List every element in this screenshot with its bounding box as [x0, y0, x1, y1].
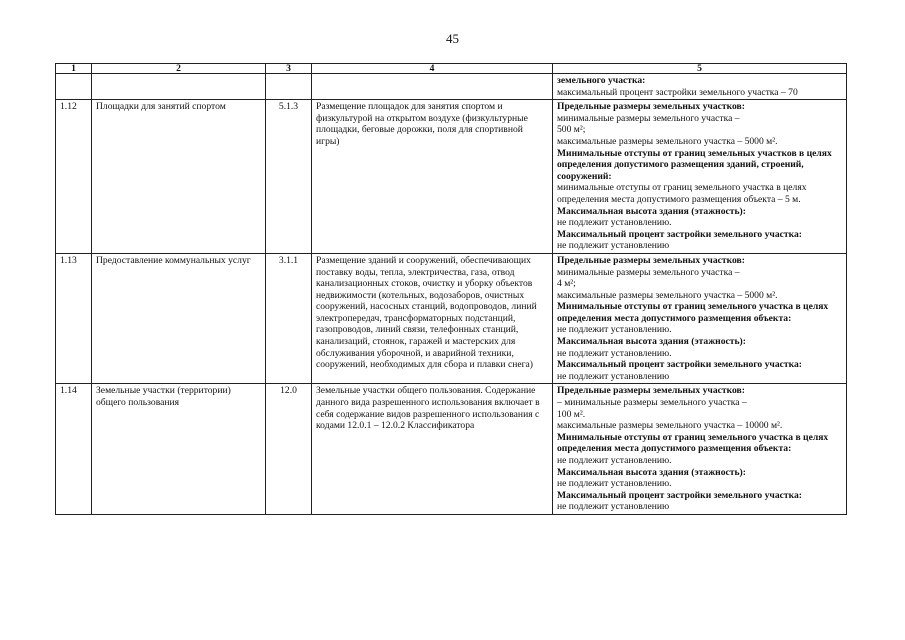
continuation-row	[56, 74, 847, 100]
zoning-table	[55, 63, 847, 515]
page-number: 45	[446, 31, 459, 46]
use-parameters	[553, 100, 847, 254]
use-description: Размещение зданий и сооружений, обеспечивающих поставку воды, тепла, электричества, газа, отвод канализационных стоков, очистку и уборку объектов недвижимости (котельных, водозаборов, очистных сооружений, насосных станций, водопроводов, линий электропередач, трансформаторных подстанций, газопроводов, линий связи, телефонных станций, канализаций, стоянок, гаражей и мастерских для обслуживания уборочной, и аварийной техники, сооружений, необходимых для сбора и плавки снега)	[312, 253, 553, 384]
row-number: 1.12	[56, 100, 92, 254]
param-value: не подлежит установлению.	[557, 455, 672, 466]
header-row	[56, 64, 847, 74]
param-value: не подлежит установлению.	[557, 324, 672, 336]
use-name: Земельные участки (территории) общего пользования	[92, 384, 266, 515]
row-number: 1.14	[56, 384, 92, 515]
param-heading: земельного участка:	[557, 75, 646, 86]
param-value: не подлежит установлению	[557, 240, 670, 252]
row-number: 1.13	[56, 253, 92, 384]
use-parameters	[553, 384, 847, 515]
param-heading: Предельные размеры земельных участков:	[557, 385, 745, 397]
param-heading: Максимальная высота здания (этажность):	[557, 336, 746, 348]
param-value: не подлежит установлению.	[557, 217, 672, 229]
param-value: не подлежит установлению.	[557, 347, 672, 359]
use-code: 12.0	[266, 384, 312, 515]
param-value: максимальный процент застройки земельного участка – 70	[557, 86, 798, 98]
param-value: 100 м².	[557, 408, 586, 420]
header-col-1: 1	[56, 64, 92, 74]
table-row	[56, 384, 847, 515]
table-row	[56, 100, 847, 254]
param-value: минимальные размеры земельного участка –	[557, 266, 740, 278]
header-col-5: 5	[553, 64, 847, 74]
param-heading: Минимальные отступы от границ земельного участка в целях определения места допустимого размещения объекта:	[557, 301, 829, 324]
use-code: 5.1.3	[266, 100, 312, 254]
continuation-params	[553, 74, 847, 100]
header-col-2: 2	[92, 64, 266, 74]
param-heading: Максимальная высота здания (этажность):	[557, 205, 746, 217]
table-row	[56, 253, 847, 384]
param-value: 4 м²;	[557, 278, 576, 290]
param-value: – минимальные размеры земельного участка –	[557, 397, 747, 409]
param-value: максимальные размеры земельного участка – 10000 м².	[557, 420, 783, 432]
param-heading: Максимальный процент застройки земельного участка:	[557, 489, 802, 501]
param-heading: Минимальные отступы от границ земельного участка в целях определения места допустимого размещения объекта:	[557, 431, 829, 455]
param-heading: Предельные размеры земельных участков:	[557, 254, 745, 266]
param-heading: Максимальный процент застройки земельного участка:	[557, 228, 802, 240]
param-value: 500 м²;	[557, 124, 586, 136]
param-value: минимальные размеры земельного участка –	[557, 112, 740, 124]
header-col-4: 4	[312, 64, 553, 74]
use-parameters	[553, 253, 847, 384]
param-value: не подлежит установлению	[557, 370, 670, 382]
use-code: 3.1.1	[266, 253, 312, 384]
param-value: не подлежит установлению.	[557, 478, 672, 490]
param-value: не подлежит установлению	[557, 501, 670, 513]
param-heading: Максимальная высота здания (этажность):	[557, 466, 746, 478]
use-name: Площадки для занятий спортом	[92, 100, 266, 254]
use-description: Размещение площадок для занятия спортом и физкультурой на открытом воздухе (физкультурные площадки, беговые дорожки, поля для спортивной игры)	[312, 100, 553, 254]
param-value: максимальные размеры земельного участка – 5000 м².	[557, 135, 778, 147]
header-col-3: 3	[266, 64, 312, 74]
param-heading: Максимальный процент застройки земельного участка:	[557, 359, 802, 371]
param-value: минимальные отступы от границ земельного участка в целях определения места допустимого размещения объекта – 5 м.	[557, 182, 807, 205]
param-heading: Минимальные отступы от границ земельных участков в целях определения допустимого размещения зданий, строений, сооружений:	[557, 147, 832, 182]
param-heading: Предельные размеры земельных участков:	[557, 101, 745, 113]
param-value: максимальные размеры земельного участка – 5000 м².	[557, 289, 778, 301]
use-name: Предоставление коммунальных услуг	[92, 253, 266, 384]
use-description: Земельные участки общего пользования. Содержание данного вида разрешенного использования включает в себя содержание видов разрешенного использования с кодами 12.0.1 – 12.0.2 Классификатора	[312, 384, 553, 515]
